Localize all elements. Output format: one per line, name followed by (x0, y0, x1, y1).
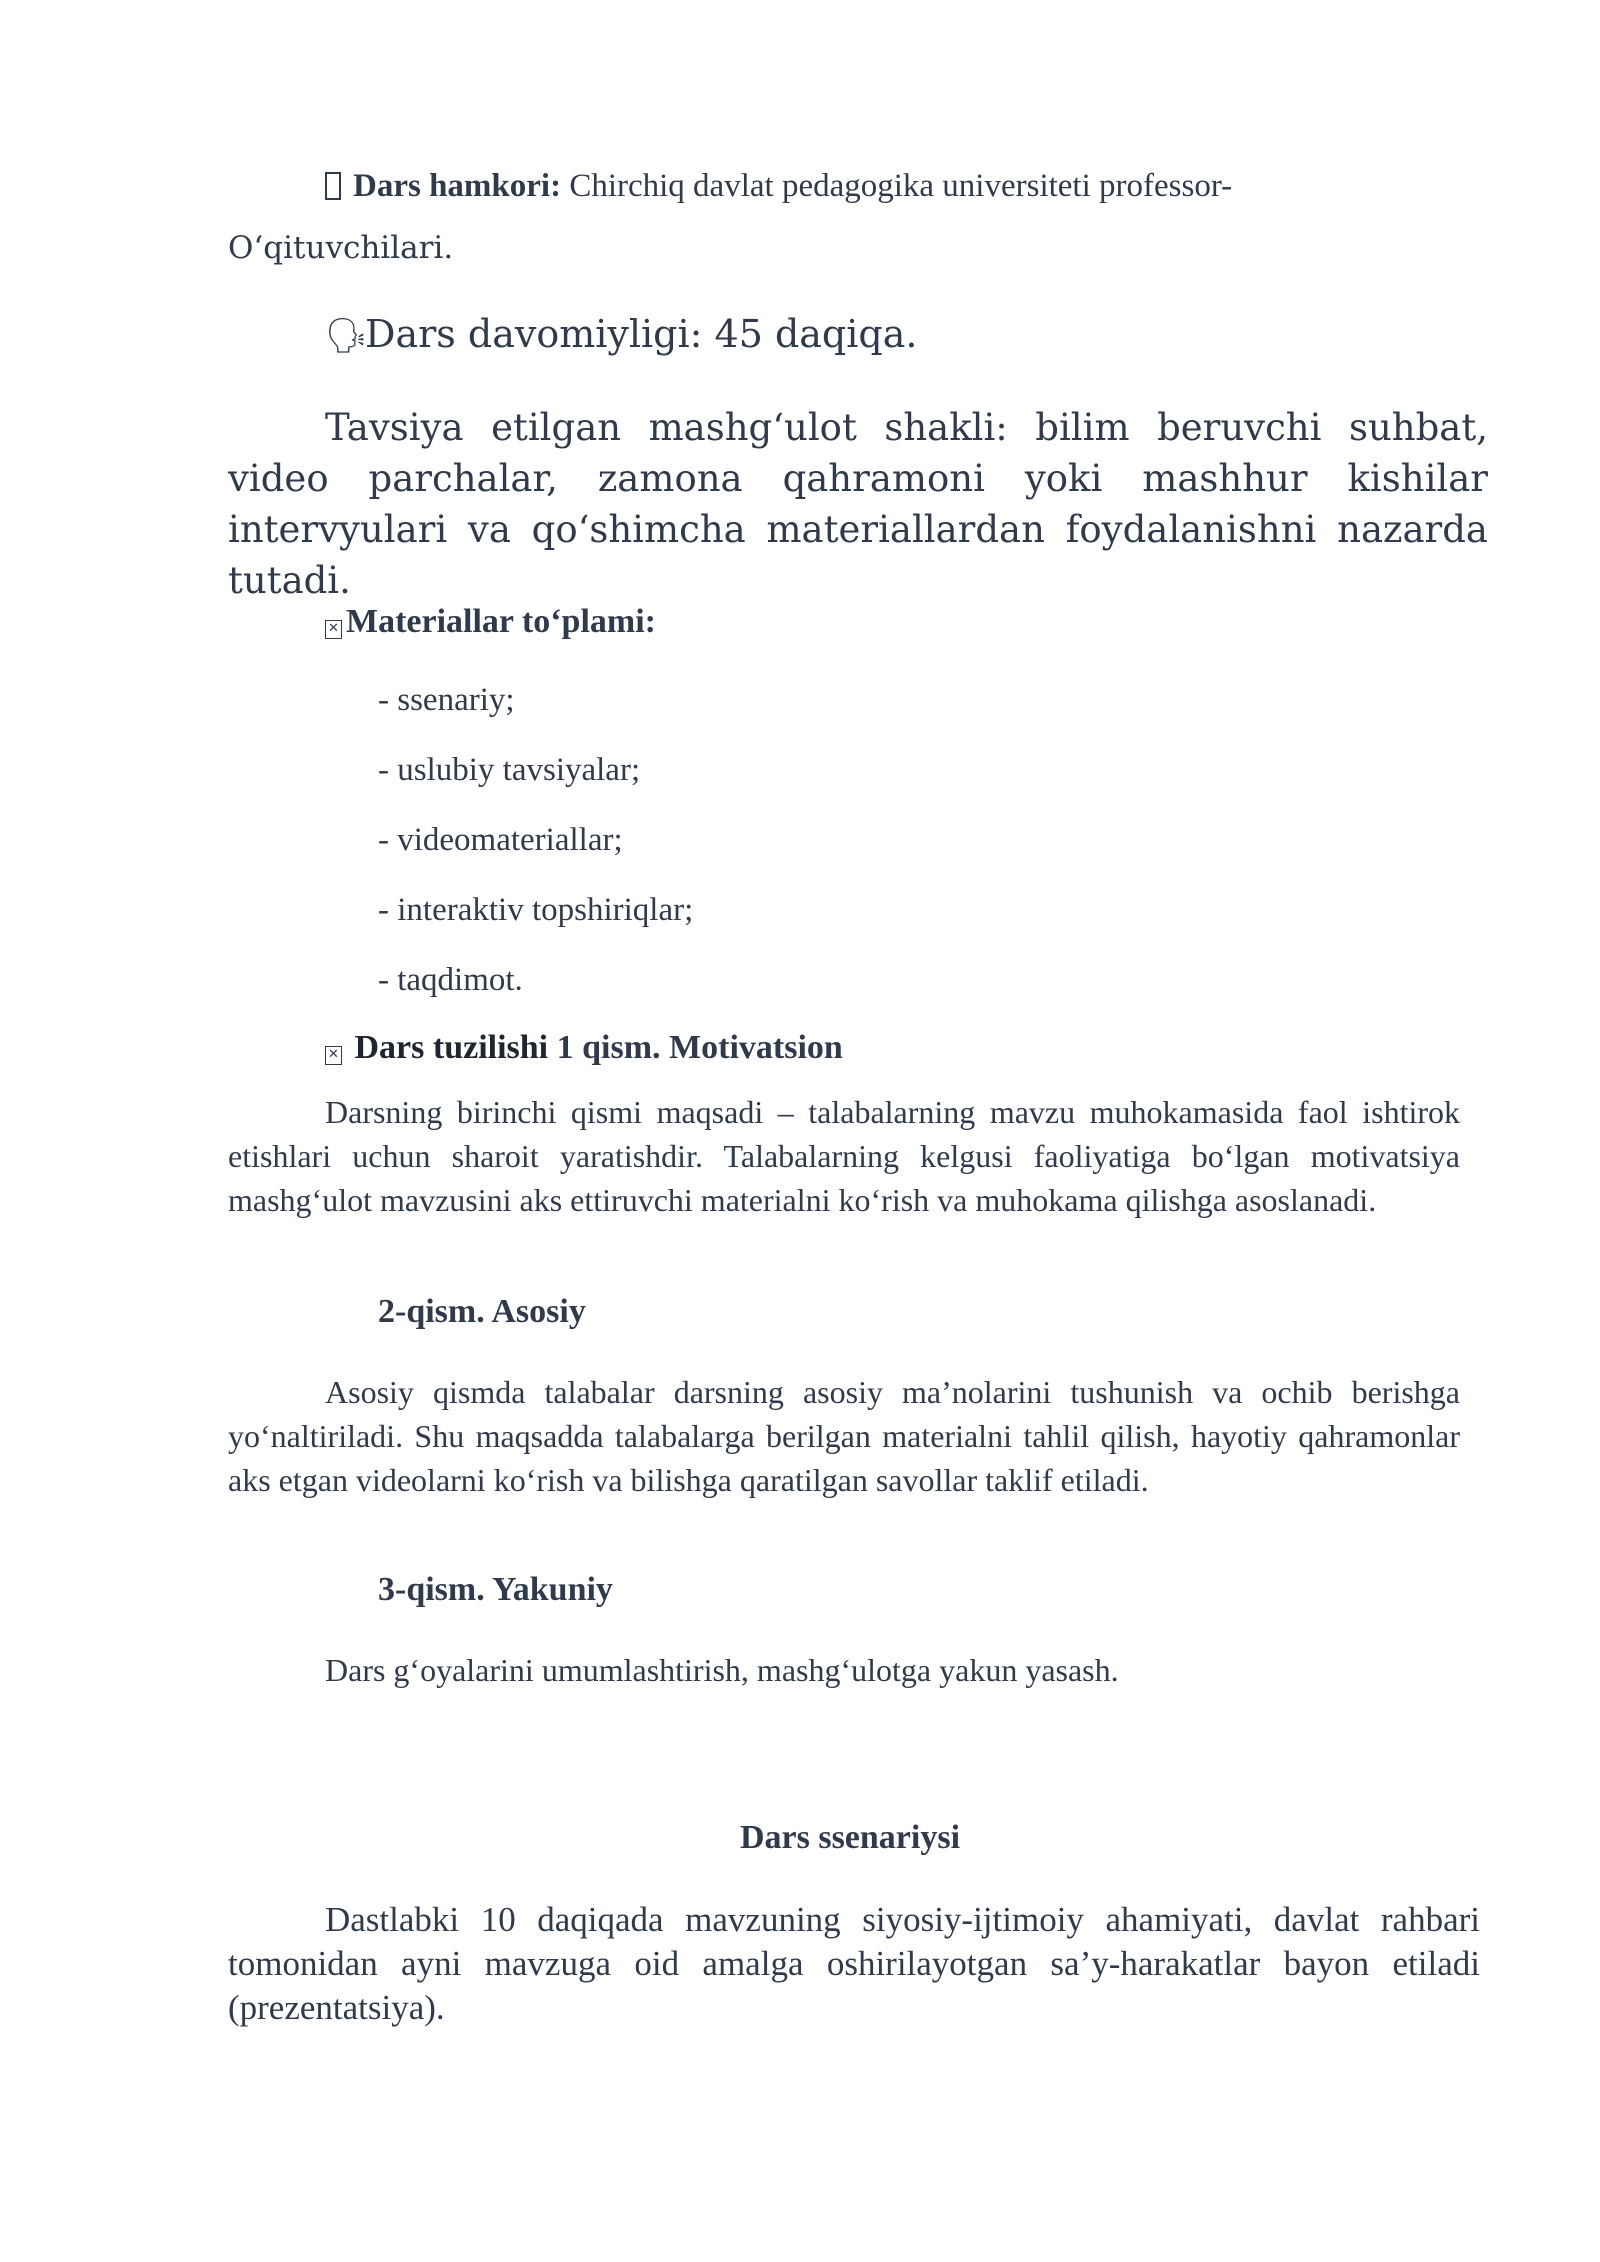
structure-title: Dars tuzilishi (354, 1029, 549, 1066)
list-item: - interaktiv topshiriqlar; (378, 892, 694, 928)
list-item: - ssenariy; (378, 682, 515, 718)
part3-paragraph: Dars g‘oyalarini umumlashtirish, mashg‘ulotga yakun yasash. (325, 1652, 1119, 1688)
materials-title: Materiallar to‘plami: (346, 603, 657, 640)
part1-title: 1 qism. Motivatsion (556, 1029, 843, 1066)
partner-text-continued: O‘qituvchilari. (228, 230, 454, 266)
list-item: - taqdimot. (378, 962, 523, 998)
partner-line (325, 165, 1232, 207)
scenario-title: Dars ssenariysi (739, 1819, 961, 1856)
boxed-x-icon: ✕ (325, 620, 342, 639)
list-item: - uslubiy tavsiyalar; (378, 752, 641, 788)
list-item: - videomateriallar; (378, 822, 623, 858)
duration-text: Dars davomiyligi: 45 daqiqa. (365, 312, 918, 356)
duration-line (325, 310, 917, 360)
scenario-paragraph: Dastlabki 10 daqiqada mavzuning siyosiy-ijtimoiy ahamiyati, davlat rahbari tomonidan ayni mavzuga oid amalga oshirilayotgan sa’y-harakatlar bayon etiladi (prezentatsiya). (228, 1900, 1480, 2027)
form-paragraph: Tavsiya etilgan mashg‘ulot shakli: bilim beruvchi suhbat, video parchalar, zamona qahramoni yoki mashhur kishilar intervyulari va qo‘shimcha materiallardan foydalanishni nazarda tutadi. (228, 406, 1488, 602)
part2-paragraph: Asosiy qismda talabalar darsning asosiy ma’nolarini tushunish va ochib berishga yo‘naltiriladi. Shu maqsadda talabalarga berilgan materialni tahlil qilish, hayotiy qahramonlar aks etgan videolarni ko‘rish va bilishga qaratilgan savollar taklif etiladi. (228, 1374, 1460, 1498)
structure-heading (325, 1026, 843, 1070)
materials-list (378, 678, 693, 1028)
speaking-head-icon: 🗣 (325, 316, 369, 356)
part1-paragraph: Darsning birinchi qismi maqsadi – talabalarning mavzu muhokamasida faol ishtirok etishlari uchun sharoit yaratishdir. Talabalarning kelgusi faoliyatiga bo‘lgan motivatsiya mashg‘ulot mavzusini aks ettiruvchi materialni ko‘rish va muhokama qilishga asoslanadi. (228, 1094, 1460, 1218)
boxed-x-icon: ✕ (325, 1046, 342, 1065)
materials-heading (325, 600, 656, 644)
part2-title: 2-qism. Asosiy (378, 1293, 586, 1330)
partner-label: Dars hamkori: (353, 168, 562, 204)
partner-text: Chirchiq davlat pedagogika universiteti professor- (569, 168, 1233, 204)
part3-title: 3-qism. Yakuniy (378, 1571, 613, 1608)
missing-glyph-icon (325, 172, 341, 200)
